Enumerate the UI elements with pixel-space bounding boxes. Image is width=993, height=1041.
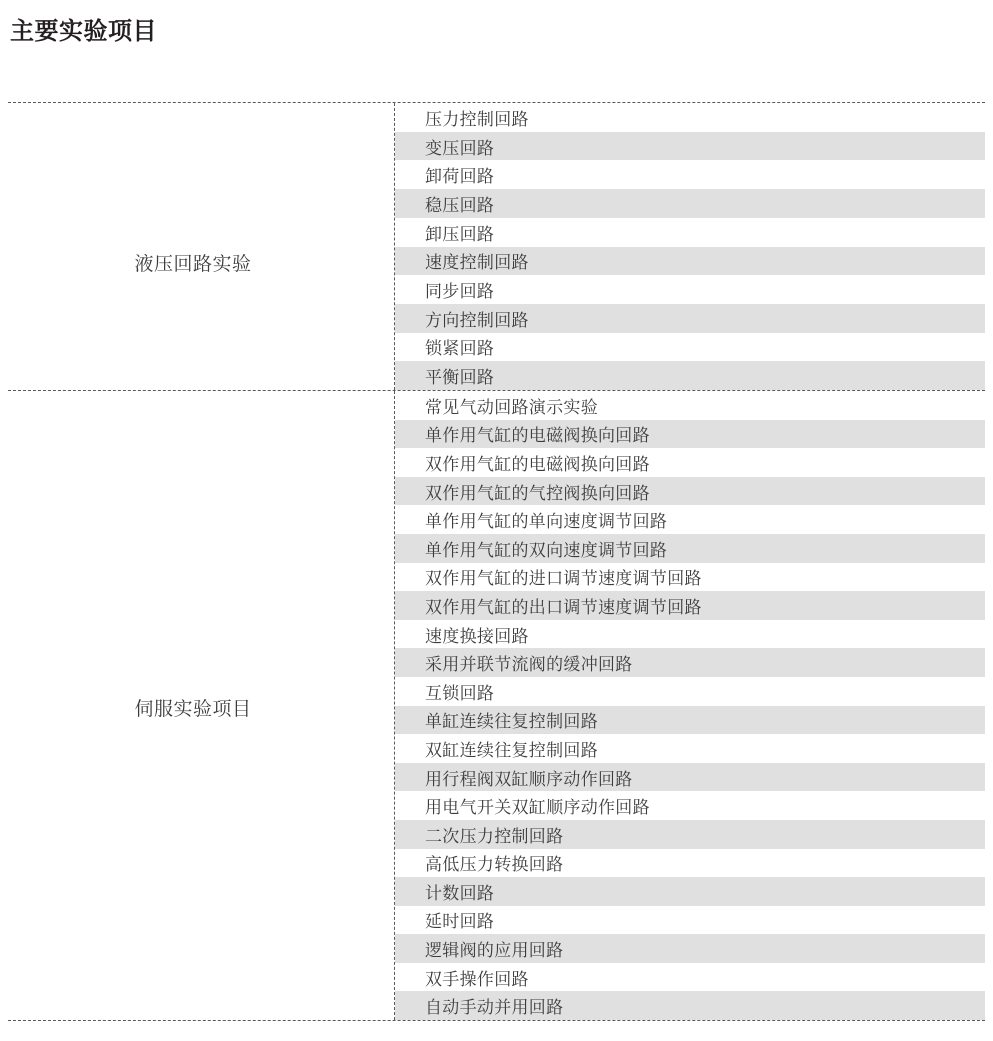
row-label: 速度控制回路 bbox=[425, 253, 529, 274]
section-items bbox=[395, 391, 985, 1020]
table-row bbox=[395, 620, 985, 649]
row-label: 延时回路 bbox=[425, 912, 495, 933]
row-label: 压力控制回路 bbox=[425, 109, 529, 130]
table-row bbox=[395, 420, 985, 449]
table-row bbox=[395, 505, 985, 534]
table-row bbox=[395, 906, 985, 935]
row-label: 双作用气缸的电磁阀换向回路 bbox=[425, 454, 650, 475]
row-label: 采用并联节流阀的缓冲回路 bbox=[425, 655, 633, 676]
row-label: 单缸连续往复控制回路 bbox=[425, 712, 598, 733]
table-row bbox=[395, 934, 985, 963]
experiments-table bbox=[8, 102, 985, 1021]
row-label: 变压回路 bbox=[425, 138, 495, 159]
table-row bbox=[395, 247, 985, 276]
table-row bbox=[395, 477, 985, 506]
section-label: 伺服实验项目 bbox=[134, 698, 252, 720]
table-row bbox=[395, 132, 985, 161]
row-label: 高低压力转换回路 bbox=[425, 855, 564, 876]
section-items bbox=[395, 103, 985, 390]
table-row bbox=[395, 677, 985, 706]
table-row bbox=[395, 849, 985, 878]
row-label: 双手操作回路 bbox=[425, 969, 529, 990]
table-row bbox=[395, 160, 985, 189]
row-label: 同步回路 bbox=[425, 282, 495, 303]
section-label: 液压回路实验 bbox=[134, 253, 252, 275]
row-label: 双作用气缸的出口调节速度调节回路 bbox=[425, 597, 702, 618]
section-label-cell bbox=[8, 103, 395, 390]
table-row bbox=[395, 534, 985, 563]
row-label: 常见气动回路演示实验 bbox=[425, 397, 598, 418]
table-row bbox=[395, 218, 985, 247]
table-row bbox=[395, 448, 985, 477]
table-row bbox=[395, 563, 985, 592]
row-label: 二次压力控制回路 bbox=[425, 826, 564, 847]
row-label: 用电气开关双缸顺序动作回路 bbox=[425, 798, 650, 819]
table-row bbox=[395, 361, 985, 390]
table-row bbox=[395, 734, 985, 763]
table-row bbox=[395, 820, 985, 849]
row-label: 用行程阀双缸顺序动作回路 bbox=[425, 769, 633, 790]
table-row bbox=[395, 333, 985, 362]
row-label: 速度换接回路 bbox=[425, 626, 529, 647]
page-title: 主要实验项目 bbox=[10, 17, 157, 45]
table-row bbox=[395, 391, 985, 420]
table-row bbox=[395, 304, 985, 333]
row-label: 互锁回路 bbox=[425, 683, 495, 704]
row-label: 稳压回路 bbox=[425, 195, 495, 216]
table-row bbox=[395, 991, 985, 1020]
row-label: 双作用气缸的进口调节速度调节回路 bbox=[425, 569, 702, 590]
table-section bbox=[8, 103, 985, 391]
table-row bbox=[395, 103, 985, 132]
table-row bbox=[395, 591, 985, 620]
section-label-cell bbox=[8, 391, 395, 1020]
row-label: 卸荷回路 bbox=[425, 167, 495, 188]
table-row bbox=[395, 963, 985, 992]
table-row bbox=[395, 791, 985, 820]
row-label: 逻辑阀的应用回路 bbox=[425, 941, 564, 962]
row-label: 锁紧回路 bbox=[425, 339, 495, 360]
row-label: 自动手动并用回路 bbox=[425, 998, 564, 1019]
row-label: 单作用气缸的电磁阀换向回路 bbox=[425, 426, 650, 447]
row-label: 双作用气缸的气控阀换向回路 bbox=[425, 483, 650, 504]
table-row bbox=[395, 648, 985, 677]
row-label: 单作用气缸的双向速度调节回路 bbox=[425, 540, 668, 561]
table-row bbox=[395, 877, 985, 906]
row-label: 卸压回路 bbox=[425, 224, 495, 245]
table-row bbox=[395, 763, 985, 792]
row-label: 方向控制回路 bbox=[425, 310, 529, 331]
table-row bbox=[395, 706, 985, 735]
row-label: 计数回路 bbox=[425, 883, 495, 904]
row-label: 双缸连续往复控制回路 bbox=[425, 740, 598, 761]
table-row bbox=[395, 275, 985, 304]
table-section bbox=[8, 391, 985, 1021]
table-row bbox=[395, 189, 985, 218]
row-label: 平衡回路 bbox=[425, 368, 495, 389]
row-label: 单作用气缸的单向速度调节回路 bbox=[425, 512, 668, 533]
